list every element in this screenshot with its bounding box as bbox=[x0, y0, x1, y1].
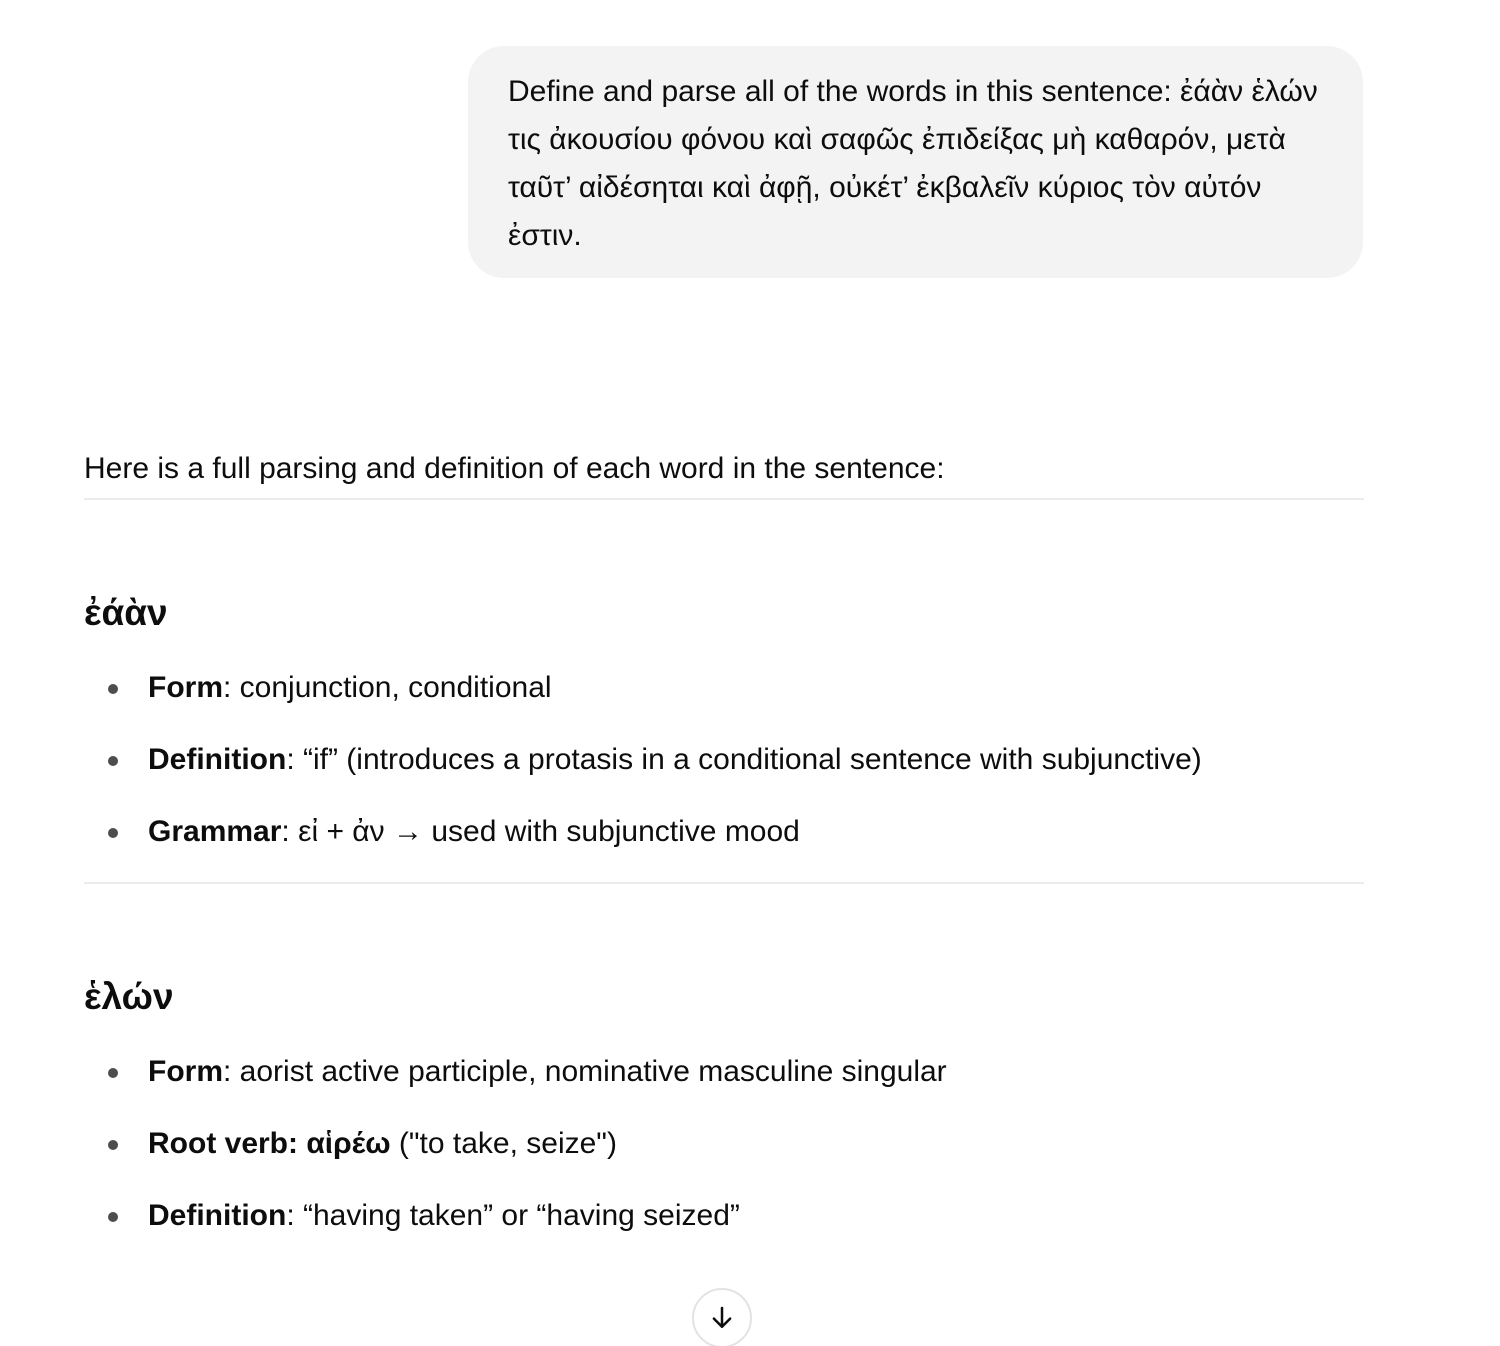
item-label: Grammar bbox=[148, 815, 282, 848]
item-label: Form bbox=[148, 1055, 223, 1088]
word-heading-helon: ἑλών bbox=[84, 976, 174, 1017]
item-label: Definition bbox=[148, 1199, 287, 1232]
item-text: : “if” (introduces a protasis in a conditional sentence with subjunctive) bbox=[286, 743, 1202, 776]
arrow-down-icon bbox=[707, 1303, 737, 1333]
item-text: ("to take, seize") bbox=[390, 1127, 617, 1160]
list-item bbox=[84, 810, 1364, 854]
item-root-verb: : αἱρέω bbox=[288, 1127, 391, 1160]
list-item bbox=[84, 1194, 1364, 1238]
section-divider bbox=[84, 498, 1364, 500]
word-details-list bbox=[84, 666, 1364, 854]
word-heading-ean: ἐάὰν bbox=[84, 592, 168, 633]
list-item bbox=[84, 1050, 1364, 1094]
bullet-icon bbox=[108, 1212, 118, 1222]
bullet-icon bbox=[108, 684, 118, 694]
assistant-intro: Here is a full parsing and definition of each word in the sentence: bbox=[84, 452, 945, 485]
bullet-icon bbox=[108, 1140, 118, 1150]
bullet-icon bbox=[108, 1068, 118, 1078]
item-label: Form bbox=[148, 671, 223, 704]
list-item bbox=[84, 1122, 1364, 1166]
item-text: : “having taken” or “having seized” bbox=[286, 1199, 740, 1232]
word-details-list bbox=[84, 1050, 1364, 1238]
item-label: Root verb bbox=[148, 1127, 289, 1160]
list-item bbox=[84, 666, 1364, 710]
section-divider bbox=[84, 882, 1364, 884]
scroll-to-bottom-button[interactable] bbox=[692, 1288, 752, 1346]
item-text: : εἰ + ἀν → used with subjunctive mood bbox=[281, 815, 800, 848]
assistant-message bbox=[84, 440, 1364, 1266]
item-text: : conjunction, conditional bbox=[223, 671, 552, 704]
list-item bbox=[84, 738, 1364, 782]
item-text: : aorist active participle, nominative masculine singular bbox=[223, 1055, 947, 1088]
item-label: Definition bbox=[148, 743, 287, 776]
user-message-bubble bbox=[468, 46, 1363, 278]
user-message-text: Define and parse all of the words in this sentence: ἐάὰν ἑλών τις ἀκουσίου φόνου καὶ σαφῶς ἐπιδείξας μὴ καθαρόν, μετὰ ταῦτ’ αἰδέσηται καὶ ἀφῇ, οὐκέτ’ ἐκβαλεῖν κύριος τὸν αὐτόν ἐστιν. bbox=[508, 75, 1318, 252]
bullet-icon bbox=[108, 756, 118, 766]
bullet-icon bbox=[108, 828, 118, 838]
